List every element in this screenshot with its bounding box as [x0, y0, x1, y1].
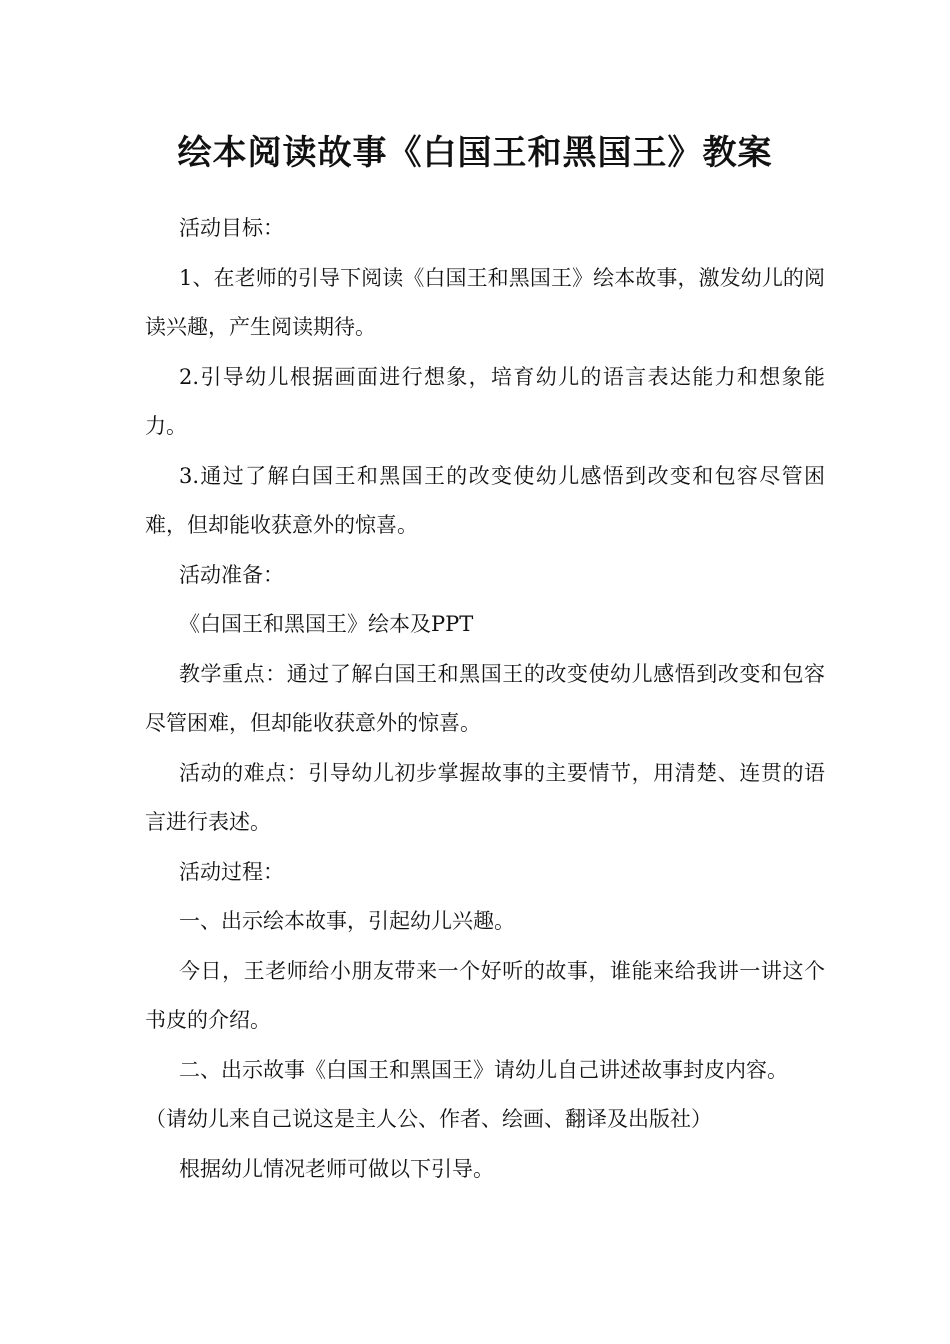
document-body [145, 204, 825, 1194]
paragraph-preparation-heading: 活动准备： [179, 562, 284, 587]
paragraph-step-2-note: （请幼儿来自己说这是主人公、作者、绘画、翻译及出版社） [145, 1107, 712, 1131]
paragraph-preparation-materials: 《白国王和黑国王》绘本及PPT [179, 612, 474, 636]
paragraph-goal-3: 3.通过了解白国王和黑国王的改变使幼儿感悟到改变和包容尽管困难，但却能收获意外的惊喜。 [145, 463, 825, 537]
paragraph-goal-1: 1、在老师的引导下阅读《白国王和黑国王》绘本故事，激发幼儿的阅读兴趣，产生阅读期待。 [145, 265, 825, 339]
paragraph-step-2: 二、出示故事《白国王和黑国王》请幼儿自己讲述故事封皮内容。 [179, 1057, 788, 1082]
paragraph-teaching-focus: 教学重点：通过了解白国王和黑国王的改变使幼儿感悟到改变和包容尽管困难，但却能收获意外的惊喜。 [145, 661, 825, 735]
paragraph-step-1: 一、出示绘本故事，引起幼儿兴趣。 [179, 909, 515, 933]
paragraph-difficulty: 活动的难点：引导幼儿初步掌握故事的主要情节，用清楚、连贯的语言进行表述。 [145, 760, 825, 834]
paragraph-guidance: 根据幼儿情况老师可做以下引导。 [179, 1156, 494, 1181]
paragraph-goal-2: 2.引导幼儿根据画面进行想象，培育幼儿的语言表达能力和想象能力。 [145, 364, 825, 438]
paragraph-process-heading: 活动过程： [179, 859, 284, 884]
paragraph-activity-goals-heading: 活动目标： [179, 216, 284, 240]
paragraph-step-1-detail: 今日，王老师给小朋友带来一个好听的故事，谁能来给我讲一讲这个书皮的介绍。 [145, 958, 825, 1032]
document-title: 绘本阅读故事《白国王和黑国王》教案 [177, 133, 773, 173]
